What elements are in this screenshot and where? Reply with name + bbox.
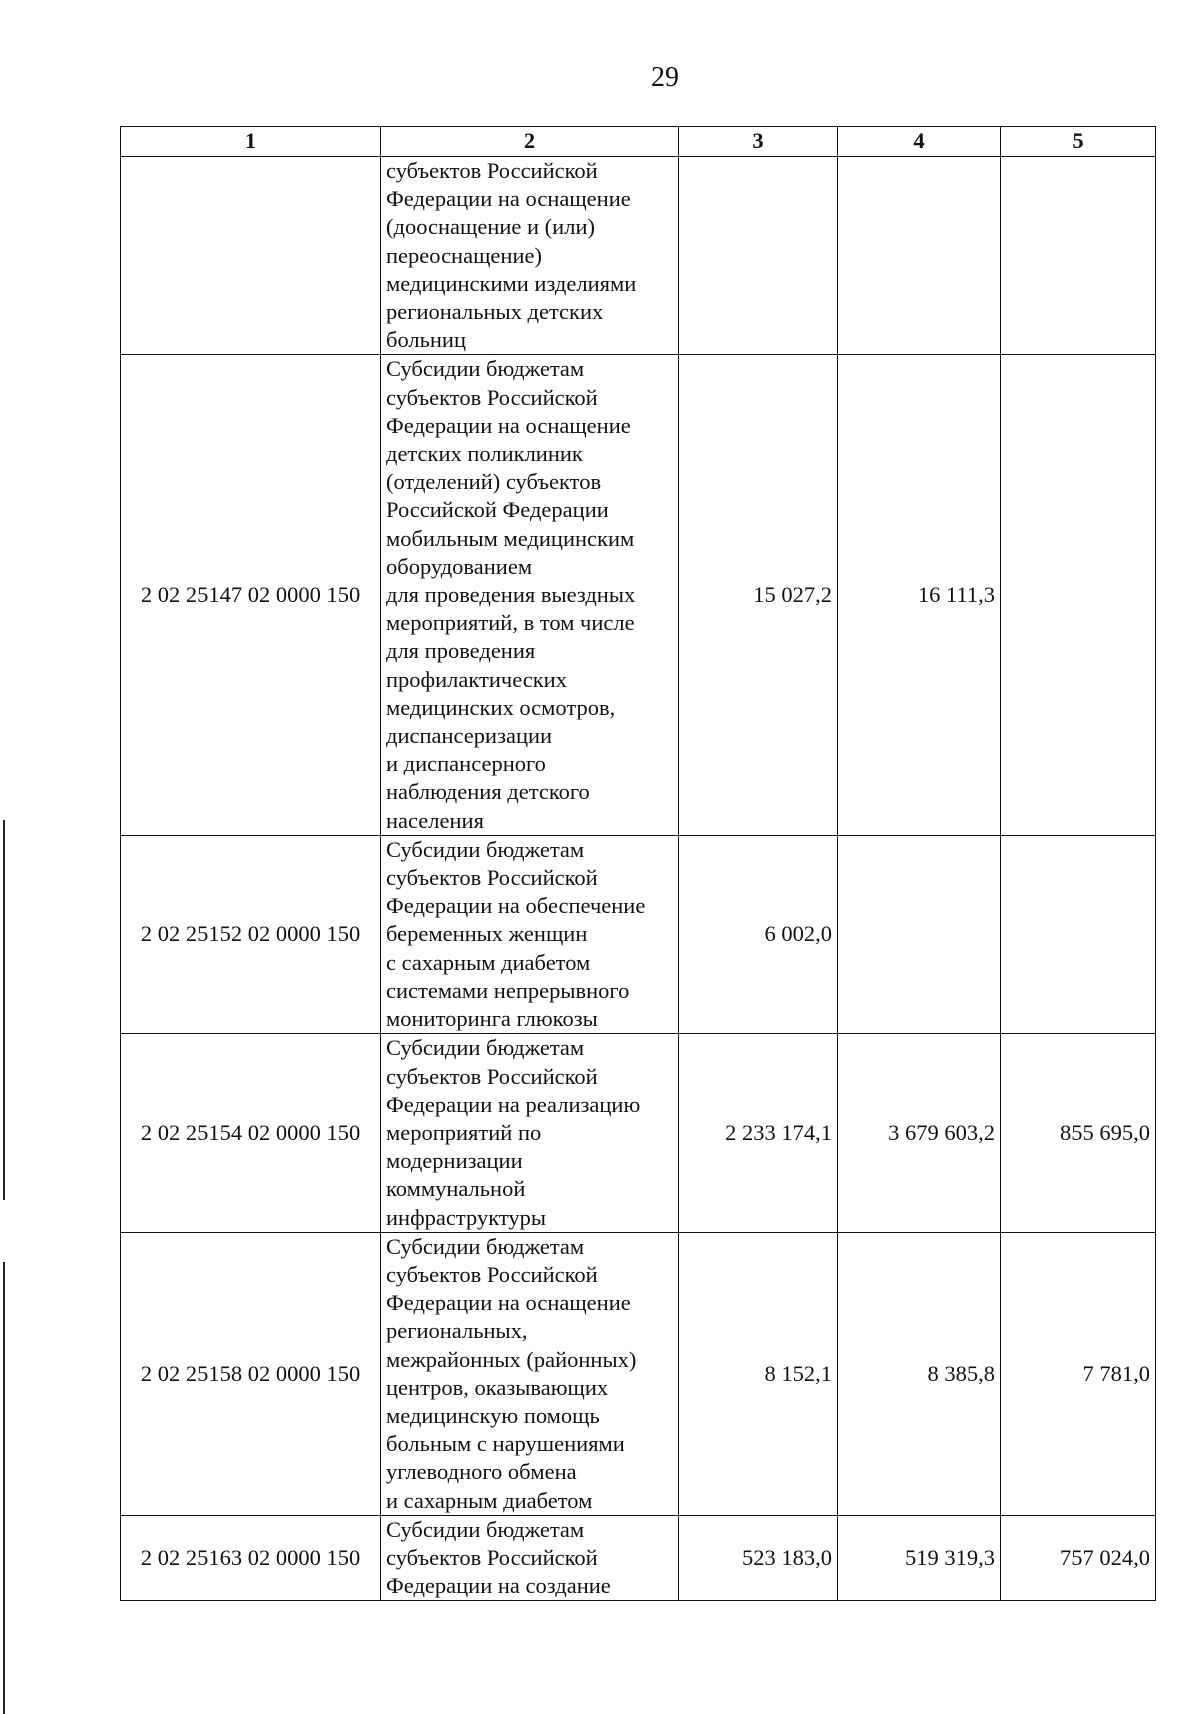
- header-cell-5: 5: [1001, 127, 1156, 157]
- description-line: Субсидии бюджетам: [386, 1035, 585, 1061]
- description-cell: [381, 355, 679, 835]
- description-line: больным с нарушениями: [386, 1431, 625, 1457]
- description-line: субъектов Российской: [386, 384, 598, 410]
- description-line: медицинскими изделиями: [386, 270, 637, 296]
- amount-cell-col4: 16 111,3: [838, 355, 1001, 835]
- description-line: Федерации на создание: [386, 1573, 611, 1599]
- table-row: [121, 1515, 1156, 1601]
- description-line: межрайонных (районных): [386, 1346, 637, 1372]
- amount-cell-col4: 519 319,3: [838, 1515, 1001, 1601]
- description-line: детских поликлиник: [386, 441, 583, 467]
- description-line: мероприятий, в том числе: [386, 610, 635, 636]
- description-line: больниц: [386, 327, 467, 353]
- description-line: наблюдения детского: [386, 779, 590, 805]
- description-line: переоснащение): [386, 242, 542, 268]
- income-code-cell: 2 02 25152 02 0000 150: [121, 835, 381, 1033]
- amount-cell-col5: 855 695,0: [1001, 1034, 1156, 1232]
- description-line: Федерации на реализацию: [386, 1091, 641, 1117]
- income-code-cell: 2 02 25154 02 0000 150: [121, 1034, 381, 1232]
- description-cell: [381, 1515, 679, 1601]
- header-cell-4: 4: [838, 127, 1001, 157]
- amount-cell-col3: 523 183,0: [679, 1515, 838, 1601]
- description-line: субъектов Российской: [386, 1544, 598, 1570]
- table-row: [121, 835, 1156, 1033]
- income-code-cell: 2 02 25147 02 0000 150: [121, 355, 381, 835]
- description-line: мероприятий по: [386, 1119, 542, 1145]
- amount-cell-col5: [1001, 157, 1156, 355]
- description-line: беременных женщин: [386, 921, 588, 947]
- description-line: центров, оказывающих: [386, 1374, 609, 1400]
- amount-cell-col4: [838, 157, 1001, 355]
- header-cell-2: 2: [381, 127, 679, 157]
- page-number: 29: [651, 62, 679, 93]
- description-line: Субсидии бюджетам: [386, 1516, 585, 1542]
- description-line: субъектов Российской: [386, 865, 598, 891]
- description-line: (дооснащение и (или): [386, 214, 595, 240]
- amount-cell-col4: [838, 835, 1001, 1033]
- description-line: углеводного обмена: [386, 1459, 577, 1485]
- table-body: [121, 157, 1156, 1601]
- description-line: медицинских осмотров,: [386, 694, 616, 720]
- description-line: Федерации на оснащение: [386, 186, 631, 212]
- amount-cell-col5: [1001, 835, 1156, 1033]
- amount-cell-col5: 757 024,0: [1001, 1515, 1156, 1601]
- description-line: диспансеризации: [386, 723, 553, 749]
- header-row: [121, 127, 1156, 157]
- description-line: Субсидии бюджетам: [386, 836, 585, 862]
- description-line: и диспансерного: [386, 751, 546, 777]
- scan-margin-line: [3, 1262, 5, 1714]
- table-row: [121, 1232, 1156, 1515]
- description-line: профилактических: [386, 666, 567, 692]
- description-line: мониторинга глюкозы: [386, 1006, 598, 1032]
- income-code-cell: 2 02 25163 02 0000 150: [121, 1515, 381, 1601]
- description-line: субъектов Российской: [386, 1063, 598, 1089]
- header-cell-1: 1: [121, 127, 381, 157]
- scan-margin-line: [3, 820, 5, 1200]
- description-line: коммунальной: [386, 1176, 526, 1202]
- description-cell: [381, 1034, 679, 1232]
- description-line: населения: [386, 807, 484, 833]
- description-line: для проведения выездных: [386, 582, 636, 608]
- amount-cell-col4: 3 679 603,2: [838, 1034, 1001, 1232]
- description-line: и сахарным диабетом: [386, 1487, 593, 1513]
- table-row: [121, 1034, 1156, 1232]
- description-line: Федерации на оснащение: [386, 1290, 631, 1316]
- description-line: с сахарным диабетом: [386, 949, 591, 975]
- description-line: (отделений) субъектов: [386, 469, 602, 495]
- amount-cell-col3: [679, 157, 838, 355]
- amount-cell-col5: 7 781,0: [1001, 1232, 1156, 1515]
- amount-cell-col3: 6 002,0: [679, 835, 838, 1033]
- amount-cell-col3: 15 027,2: [679, 355, 838, 835]
- amount-cell-col3: 2 233 174,1: [679, 1034, 838, 1232]
- description-line: региональных детских: [386, 299, 604, 325]
- description-line: субъектов Российской: [386, 158, 598, 183]
- description-cell: [381, 835, 679, 1033]
- amount-cell-col5: [1001, 355, 1156, 835]
- description-line: Федерации на обеспечение: [386, 893, 646, 919]
- amount-cell-col3: 8 152,1: [679, 1232, 838, 1515]
- description-line: Федерации на оснащение: [386, 412, 631, 438]
- description-cell: [381, 1232, 679, 1515]
- table-row: [121, 355, 1156, 835]
- description-line: субъектов Российской: [386, 1261, 598, 1287]
- description-line: оборудованием: [386, 553, 533, 579]
- description-line: системами непрерывного: [386, 977, 630, 1003]
- description-line: для проведения: [386, 638, 536, 664]
- header-cell-3: 3: [679, 127, 838, 157]
- description-line: Субсидии бюджетам: [386, 1233, 585, 1259]
- amount-cell-col4: 8 385,8: [838, 1232, 1001, 1515]
- description-line: мобильным медицинским: [386, 525, 635, 551]
- description-line: инфраструктуры: [386, 1204, 546, 1230]
- description-line: Субсидии бюджетам: [386, 356, 585, 382]
- description-line: региональных,: [386, 1318, 528, 1344]
- description-line: модернизации: [386, 1148, 523, 1174]
- description-line: медицинскую помощь: [386, 1402, 600, 1428]
- table-header: [121, 127, 1156, 157]
- income-code-cell: 2 02 25158 02 0000 150: [121, 1232, 381, 1515]
- income-code-cell: [121, 157, 381, 355]
- budget-table: [120, 126, 1156, 1601]
- table-row: [121, 157, 1156, 355]
- description-line: Российской Федерации: [386, 497, 609, 523]
- description-cell: [381, 157, 679, 355]
